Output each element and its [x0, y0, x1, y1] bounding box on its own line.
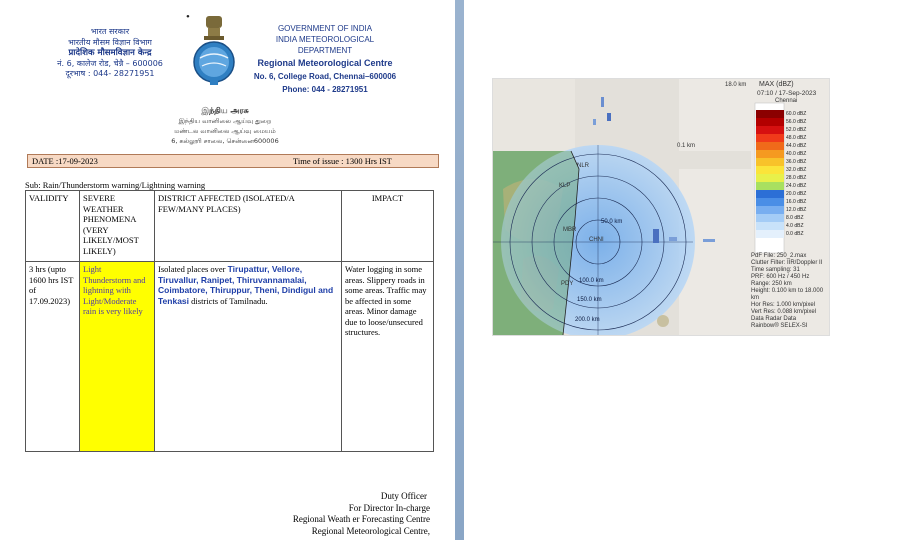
english-line: INDIA METEOROLOGICAL DEPARTMENT [275, 35, 375, 55]
english-header [250, 23, 400, 95]
legend-swatch [756, 118, 784, 126]
info-row [751, 323, 829, 330]
legend-item [756, 190, 816, 198]
legend-label: 8.0 dBZ [786, 215, 804, 221]
legend-item [756, 230, 816, 238]
legend-label: 4.0 dBZ [786, 223, 804, 229]
info-key: Hor Res: [751, 302, 775, 308]
english-line: GOVERNMENT OF INDIA [277, 24, 373, 33]
info-row [751, 316, 829, 323]
radar-legend [756, 110, 816, 238]
hindi-line: भारतीय मौसम विज्ञान विभाग [68, 37, 152, 47]
info-val: 0.100 km to 18.000 km [751, 288, 824, 301]
radar-info [751, 253, 829, 330]
legend-swatch [756, 166, 784, 174]
table-header-row [26, 191, 434, 262]
legend-item [756, 222, 816, 230]
range-label: 150.0 km [577, 297, 602, 303]
info-val: 250_2.max [776, 253, 807, 259]
info-val: 31 [793, 267, 800, 273]
info-val: 600 Hz / 450 Hz [766, 274, 810, 280]
legend-label: 32.0 dBZ [786, 167, 807, 173]
legend-item [756, 126, 816, 134]
tamil-line: 6, கல்லூரி சாலை, சென்னை600006 [171, 137, 279, 145]
info-key: Time sampling: [751, 267, 792, 273]
page-divider [455, 0, 464, 540]
header-phenomena: SEVERE WEATHER PHENOMENA (VERY LIKELY/MOST LIKELY) [80, 191, 155, 262]
legend-item [756, 214, 816, 222]
radar-title: MAX (dBZ) [759, 81, 794, 88]
radar-datetime: 07:10 / 17-Sep-2023 [757, 90, 817, 97]
dot-mark: • [186, 11, 190, 23]
info-row [751, 288, 829, 302]
info-key: PdF File: [751, 253, 776, 259]
hindi-line: प्रादेशिक मौसमविज्ञान केन्द्र [68, 48, 152, 58]
signature-block [260, 491, 430, 537]
info-key: Height: [751, 288, 771, 294]
signature-line: Regional Meteorological Centre, [311, 525, 430, 536]
info-row [751, 253, 829, 260]
bulletin-date: DATE :17-09-2023 [32, 156, 98, 166]
legend-label: 36.0 dBZ [786, 159, 807, 165]
legend-label: 52.0 dBZ [786, 127, 807, 133]
tamil-line: இந்திய அரசு [201, 106, 249, 115]
legend-swatch [756, 206, 784, 214]
cell-district [155, 262, 342, 452]
cell-impact: Water logging in some areas. Slippery roads in some areas. Traffic may be affected in some areas. Minor damage due to loose/unsecured structures. [342, 262, 434, 452]
district-suffix: districts of Tamilnadu. [189, 295, 268, 306]
legend-swatch [756, 230, 784, 238]
date-bar [27, 154, 439, 168]
info-key: PRF: [751, 274, 765, 280]
legend-item [756, 174, 816, 182]
info-row [751, 302, 829, 309]
radar-side-label: 0.1 km [677, 143, 696, 149]
legend-swatch [756, 174, 784, 182]
legend-item [756, 166, 816, 174]
hindi-header [54, 27, 166, 80]
legend-swatch [756, 150, 784, 158]
legend-item [756, 118, 816, 126]
district-prefix: Isolated places over [158, 264, 228, 274]
legend-label: 48.0 dBZ [786, 135, 807, 141]
city-label: PDY [561, 281, 574, 287]
legend-label: 12.0 dBZ [786, 207, 807, 213]
city-label: MBR [563, 227, 577, 233]
legend-item [756, 150, 816, 158]
hindi-line: भारत सरकार [90, 27, 130, 36]
english-line: No. 6, College Road, Chennai–600006 [253, 72, 397, 81]
header-impact: IMPACT [342, 191, 434, 262]
legend-item [756, 142, 816, 150]
legend-swatch [756, 142, 784, 150]
info-row [751, 260, 829, 267]
warning-table [25, 190, 434, 452]
legend-label: 56.0 dBZ [786, 119, 807, 125]
info-row [751, 281, 829, 288]
legend-label: 16.0 dBZ [786, 199, 807, 205]
subject-line: Sub: Rain/Thunderstorm warning/Lightning warning [25, 180, 206, 190]
legend-swatch [756, 198, 784, 206]
tamil-line: மண்டல வானிலை ஆய்வு மையம் [174, 127, 276, 135]
legend-swatch [756, 190, 784, 198]
info-val: 0.088 km/pixel [777, 309, 817, 315]
info-val: 1.000 km/pixel [776, 302, 816, 308]
legend-item [756, 134, 816, 142]
info-key: Clutter Filter: [751, 260, 786, 266]
legend-label: 0.0 dBZ [786, 231, 804, 237]
info-key: Vert Res: [751, 309, 776, 315]
info-row [751, 274, 829, 281]
legend-swatch [756, 214, 784, 222]
cell-phenomena: Light Thunderstorm and lightning with Light/Moderate rain is very likely [80, 262, 155, 452]
legend-label: 24.0 dBZ [786, 183, 807, 189]
legend-swatch [756, 158, 784, 166]
issue-time: Time of issue : 1300 Hrs IST [293, 156, 392, 166]
info-key: Data [751, 316, 764, 322]
legend-label: 60.0 dBZ [786, 111, 807, 117]
info-val: Radar Data [765, 316, 797, 322]
document-page [0, 0, 455, 540]
hindi-line: नं. 6, कालेज रोड, चेन्नै – 600006 [57, 58, 163, 68]
legend-label: 40.0 dBZ [786, 151, 807, 157]
tamil-line: இந்திய வானிலை ஆய்வு துறை [178, 117, 272, 125]
info-val: 250 km [772, 281, 792, 287]
info-row [751, 309, 829, 316]
info-key: Rainbow® SELEX-SI [751, 323, 808, 329]
legend-item [756, 206, 816, 214]
radar-top-label: 18.0 km [725, 82, 747, 88]
info-val: IIR/Doppler II [787, 260, 823, 266]
header-validity: VALIDITY [26, 191, 80, 262]
legend-label: 28.0 dBZ [786, 175, 807, 181]
hindi-line: दूरभाष : 044- 28271951 [65, 69, 155, 78]
legend-label: 20.0 dBZ [786, 191, 807, 197]
header-district: DISTRICT AFFECTED (ISOLATED/A FEW/MANY PLACES) [155, 191, 342, 262]
legend-swatch [756, 134, 784, 142]
info-key: Range: [751, 281, 771, 287]
table-row [26, 262, 434, 452]
radar-image [492, 78, 830, 336]
city-label: CHNI [589, 237, 604, 243]
radar-station: Chennai [775, 98, 798, 104]
legend-swatch [756, 182, 784, 190]
signature-line: Regional Weath er Forecasting Centre [292, 514, 430, 524]
legend-swatch [756, 110, 784, 118]
english-line: Regional Meteorological Centre [257, 58, 393, 68]
city-label: KLP [559, 183, 571, 189]
signature-line: For Director In-charge [348, 502, 430, 513]
legend-label: 44.0 dBZ [786, 143, 807, 149]
legend-item [756, 182, 816, 190]
range-label: 50.0 km [601, 219, 623, 225]
range-label: 200.0 km [575, 317, 600, 323]
legend-item [756, 158, 816, 166]
legend-swatch [756, 222, 784, 230]
legend-swatch [756, 126, 784, 134]
signature-line: Duty Officer [380, 491, 427, 501]
range-label: 100.0 km [579, 278, 604, 284]
info-row [751, 267, 829, 274]
tamil-header [150, 106, 300, 146]
english-line: Phone: 044 - 28271951 [282, 85, 368, 94]
city-label: NLR [577, 163, 590, 169]
national-emblem-logo [190, 14, 238, 86]
district-places: Tirupattur, Vellore, Tiruvallur, Ranipet, Thiruvannamalai, Coimbatore, Thiruppur, Theni, Dindigul and Tenkasi [158, 264, 334, 306]
legend-item [756, 110, 816, 118]
legend-item [756, 198, 816, 206]
cell-validity: 3 hrs (upto 1600 hrs IST of 17.09.2023) [26, 262, 80, 452]
